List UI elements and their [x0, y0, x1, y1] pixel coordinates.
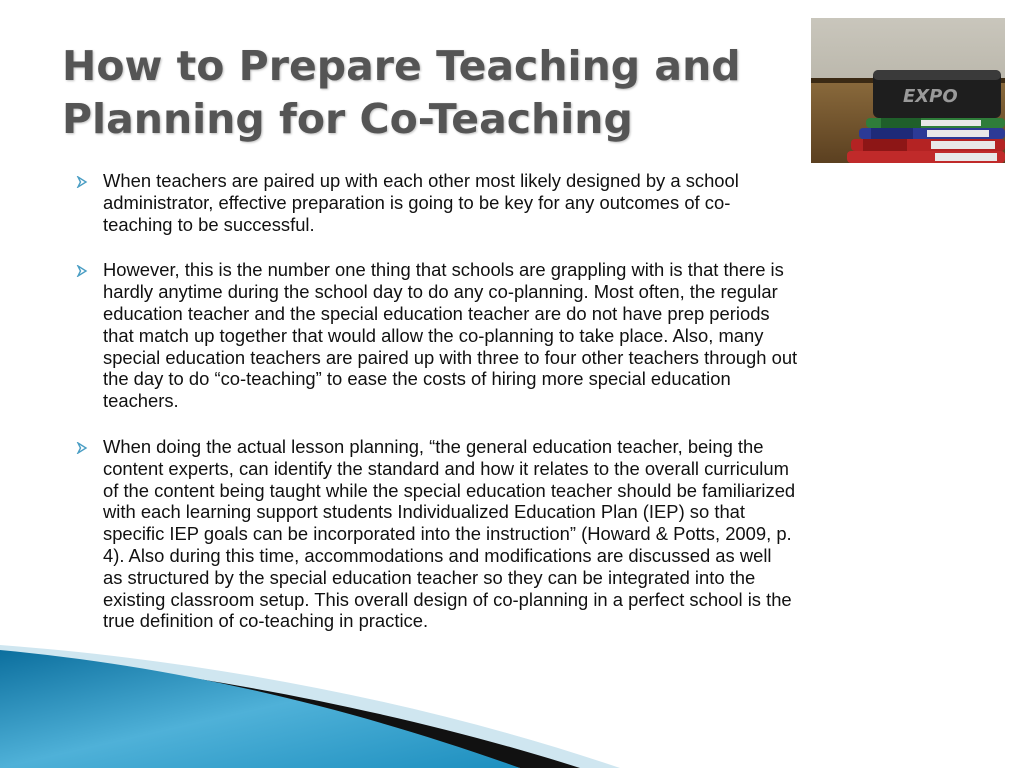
title-line-2: Planning for Co-Teaching — [62, 95, 633, 143]
bullet-list — [76, 170, 972, 656]
bullet-item — [76, 259, 972, 412]
marker-photo — [811, 18, 1005, 163]
bullet-arrow-icon — [76, 259, 103, 277]
bullet-arrow-icon — [76, 170, 103, 188]
eraser-brand-label: EXPO — [903, 86, 958, 107]
bullet-text: When teachers are paired up with each other most likely designed by a school administrator, effective preparation is going to be key for any outcomes of co- teaching to be successful. — [103, 170, 739, 235]
bullet-arrow-icon — [76, 436, 103, 454]
bullet-text: However, this is the number one thing that schools are grappling with is that there is hardly anytime during the school day to do any co-planning. Most often, the regular education teacher and the special education teacher are do not have prep periods that match up together that would allow the co-planning to take place. Also, many special education teachers are paired up with three to four other teachers through out the day to do “co-teaching” to ease the costs of hiring more special education teachers. — [103, 259, 798, 412]
title-line-1: How to Prepare Teaching and — [62, 42, 741, 90]
bullet-item — [76, 170, 972, 235]
bullet-text: When doing the actual lesson planning, “the general education teacher, being the content experts, can identify the standard and how it relates to the overall curriculum of the content being taught while the special education teacher should be familiarized with each learning support students Individualized Education Plan (IEP) so that specific IEP goals can be incorporated into the instruction” (Howard & Potts, 2009, p. 4). Also during this time, accommodations and modifications are discussed as well as structured by the special education teacher so they can be integrated into the existing classroom setup. This overall design of co-planning in a perfect school is the true definition of co-teaching in practice. — [103, 435, 796, 632]
slide-title — [62, 40, 802, 146]
bullet-item — [76, 436, 972, 632]
